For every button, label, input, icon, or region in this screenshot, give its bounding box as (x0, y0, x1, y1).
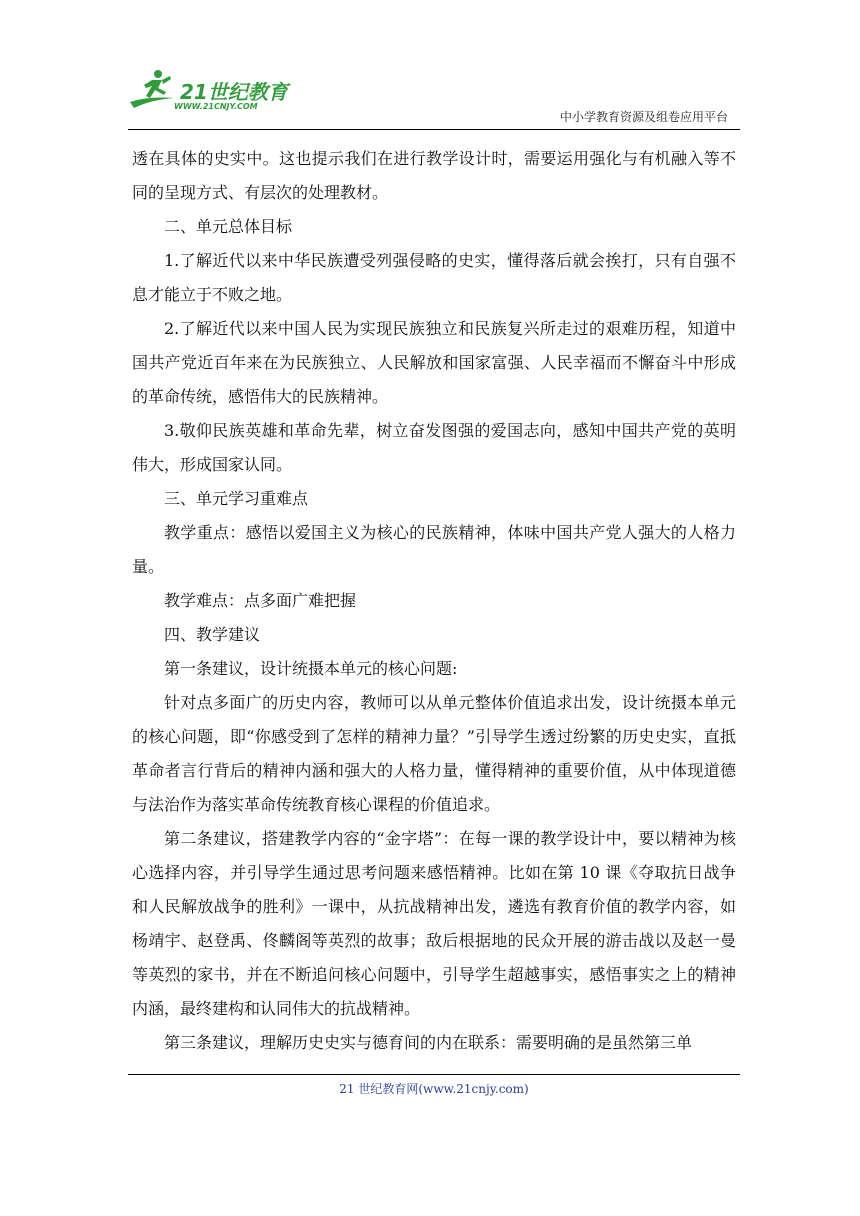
platform-name: 中小学教育资源及组卷应用平台 (559, 110, 728, 124)
paragraph: 教学重点：感悟以爱国主义为核心的民族精神，体味中国共产党人强大的人格力量。 (132, 523, 736, 576)
paragraph: 2.了解近代以来中国人民为实现民族独立和民族复兴所走过的艰难历程，知道中国共产党近百年来在为民族独立、人民解放和国家富强、人民幸福而不懈奋斗中形成的革命传统，感悟伟大的民族精神。 (132, 319, 736, 406)
paragraph: 第二条建议，搭建教学内容的“金字塔”：在每一课的教学设计中，要以精神为核心选择内容，并引导学生通过思考问题来感悟精神。比如在第 10 课《夺取抗日战争和人民解放战争的胜利》一课中，从抗战精神出发，遴选有教育价值的教学内容，如杨靖宇、赵登禹、佟麟阁等英烈的故事；敌后根据地的民众开展的游击战以及赵一曼等英烈的家书，并在不断追问核心问题中，引导学生超越事实，感悟事实之上的精神内涵，最终建构和认同伟大的抗战精神。 (132, 829, 736, 1018)
paragraph: 1.了解近代以来中华民族遭受列强侵略的史实，懂得落后就会挨打，只有自强不息才能立于不败之地。 (132, 251, 736, 304)
paragraph: 第一条建议，设计统摄本单元的核心问题: (164, 659, 458, 678)
logo-url: WWW.21CNJY.COM (174, 102, 258, 111)
section-heading: 三、单元学习重难点 (164, 489, 309, 508)
header-divider (128, 129, 740, 130)
section-heading: 二、单元总体目标 (164, 217, 293, 236)
paragraph: 透在具体的史实中。这也提示我们在进行教学设计时，需要运用强化与有机融入等不同的呈现方式、有层次的处理教材。 (132, 149, 736, 202)
paragraph: 3.敬仰民族英雄和革命先辈，树立奋发图强的爱国志向，感知中国共产党的英明伟大，形成国家认同。 (132, 421, 736, 474)
page-footer[interactable]: 21 世纪教育网(www.21cnjy.com) (339, 1082, 529, 1096)
footer-divider (128, 1074, 740, 1075)
document-body (132, 142, 736, 1060)
section-heading: 四、教学建议 (164, 625, 261, 644)
running-figure-icon (128, 68, 178, 112)
paragraph: 针对点多面广的历史内容，教师可以从单元整体价值追求出发，设计统摄本单元的核心问题，即“你感受到了怎样的精神力量？”引导学生透过纷繁的历史史实，直抵革命者言行背后的精神内涵和强大的人格力量，懂得精神的重要价值，从中体现道德与法治作为落实革命传统教育核心课程的价值追求。 (132, 693, 736, 814)
paragraph: 教学难点：点多面广难把握 (164, 591, 357, 610)
paragraph: 第三条建议，理解历史史实与德育间的内在联系：需要明确的是虽然第三单 (164, 1033, 693, 1052)
logo-title: 21世纪教育 (180, 80, 288, 104)
site-logo[interactable] (128, 68, 298, 112)
page-header (128, 62, 740, 126)
